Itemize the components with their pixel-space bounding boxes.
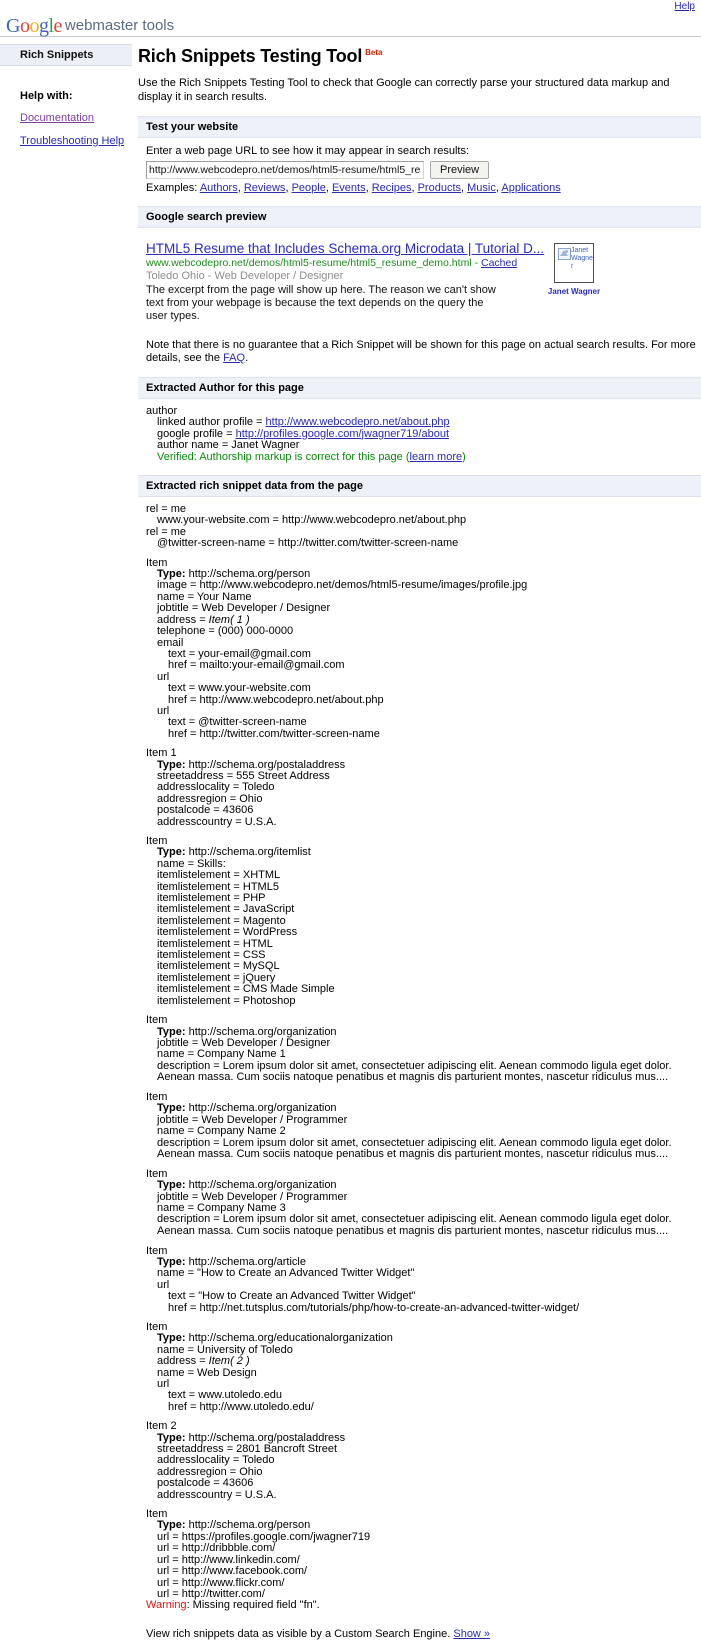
- rich-snippet-note: [146, 339, 698, 365]
- google-logo: [6, 16, 62, 36]
- preview-button[interactable]: Preview: [430, 161, 489, 179]
- item-type-label-4: Type:: [157, 1102, 189, 1115]
- item-type-label-5: Type:: [157, 1179, 189, 1192]
- item-prop-3-2: description = Lorem ipsum dolor sit amet, consectetuer adipiscing elit. Aenean commodo ligula eget dolor. Aenean massa. Cum sociis natoque penatibus et magnis dis parturient montes, nascetur ridiculus mus....: [157, 1059, 672, 1084]
- item-label-8: Item 2: [146, 1420, 177, 1433]
- item-prop-9-2: url = http://www.linkedin.com/: [157, 1553, 300, 1566]
- sidebar-link-troubleshooting-help[interactable]: Troubleshooting Help: [20, 135, 125, 147]
- warning-text-9: : Missing required field "fn".: [186, 1599, 320, 1612]
- item-prop-1-1: addresslocality = Toledo: [157, 781, 275, 794]
- example-link-applications[interactable]: Applications: [501, 182, 561, 194]
- search-result-url-text: www.webcodepro.net/demos/html5-resume/html5_resume_demo.html: [146, 257, 472, 269]
- search-result-preview: [146, 235, 701, 323]
- test-your-website-body: [138, 138, 701, 194]
- item-prop-7-1: [157, 1356, 701, 1367]
- url-row: [146, 161, 701, 179]
- item-gap-9: [146, 1501, 701, 1509]
- example-link-people[interactable]: People: [291, 182, 326, 194]
- item-type-row-4: [157, 1103, 701, 1114]
- search-result-title-link[interactable]: HTML5 Resume that Includes Schema.org Microdata | Tutorial D...: [146, 241, 545, 256]
- item-prop-1-2: addressregion = Ohio: [157, 792, 263, 805]
- item-gap-6: [146, 1238, 701, 1246]
- item-type-label-0: Type:: [157, 568, 189, 581]
- author-row-label-0: linked author profile =: [157, 416, 266, 429]
- item-prop-8-4: addresscountry = U.S.A.: [157, 1488, 277, 1501]
- item-prop-9-5: url = http://twitter.com/: [157, 1587, 265, 1600]
- item-gap-4: [146, 1084, 701, 1092]
- item-prop-0-10: href = http://www.webcodepro.net/about.php: [168, 693, 384, 706]
- page-title: [138, 43, 701, 66]
- thumbnail-frame: [554, 243, 594, 283]
- examples-row: Examples: Authors, Reviews, People, Events, Recipes, Products, Music, Applications: [146, 182, 561, 194]
- item-prop-9-1: url = http://dribbble.com/: [157, 1542, 276, 1555]
- cached-link[interactable]: Cached: [481, 257, 518, 269]
- branding-bar: [0, 13, 701, 37]
- item-prop-6-1: url: [157, 1278, 170, 1291]
- item-prop-7-5: href = http://www.utoledo.edu/: [168, 1400, 314, 1413]
- example-link-events[interactable]: Events: [331, 182, 366, 194]
- author-verified-text: Verified: Authorship markup is correct for this page (: [157, 450, 410, 463]
- item-type-row-5: [157, 1180, 701, 1191]
- item-prop-0-5: email: [157, 636, 184, 649]
- item-prop-2-4: itemlistelement = JavaScript: [157, 903, 295, 916]
- item-prop-8-1: addresslocality = Toledo: [157, 1454, 275, 1467]
- item-label-3: Item: [146, 1014, 168, 1027]
- rel-value-1: @twitter-screen-name = http://twitter.com/twitter-screen-name: [157, 537, 459, 550]
- item-prop-2-8: itemlistelement = CSS: [157, 949, 266, 962]
- learn-more-link[interactable]: learn more: [409, 450, 463, 463]
- search-result-description: The excerpt from the page will show up here. The reason we can't show text from your webpage is because the text depends on the query the user types.: [146, 284, 496, 322]
- item-gap-7: [146, 1314, 701, 1322]
- item-gap-3: [146, 1007, 701, 1015]
- item-prop-9-4: url = http://www.flickr.com/: [157, 1576, 285, 1589]
- page-layout: [0, 37, 701, 1640]
- page-title-text: Rich Snippets Testing Tool: [138, 46, 363, 66]
- item-prop-ref-0-3: Item( 1 ): [208, 613, 250, 626]
- item-type-value-2: http://schema.org/itemlist: [188, 846, 311, 859]
- sidebar-help-with-label: Help with:: [20, 90, 73, 102]
- item-type-row-2: [157, 847, 701, 858]
- top-help-bar: [0, 0, 701, 13]
- item-gap-1: [146, 740, 701, 748]
- show-link[interactable]: Show »: [453, 1627, 491, 1640]
- item-type-value-4: http://schema.org/organization: [188, 1102, 337, 1115]
- rel-value-0: www.your-website.com = http://www.webcodepro.net/about.php: [157, 514, 467, 527]
- broken-image-icon: [558, 248, 571, 260]
- help-link[interactable]: Help: [674, 1, 695, 12]
- url-instruction-label: Enter a web page URL to see how it may appear in search results:: [146, 145, 470, 157]
- item-gap-5: [146, 1161, 701, 1169]
- item-prop-0-7: href = mailto:your-email@gmail.com: [168, 659, 345, 672]
- item-prop-0-1: name = Your Name: [157, 590, 252, 603]
- item-prop-1-3: postalcode = 43606: [157, 804, 254, 817]
- item-gap-0: [146, 550, 701, 558]
- item-prop-0-2: jobtitle = Web Developer / Designer: [157, 602, 331, 615]
- rel-label-1: rel = me: [146, 525, 187, 538]
- item-prop-4-2: description = Lorem ipsum dolor sit amet, consectetuer adipiscing elit. Aenean commodo ligula eget dolor. Aenean massa. Cum sociis natoque penatibus et magnis dis parturient montes, nascetur ridiculus mus....: [157, 1136, 672, 1161]
- note-text: Note that there is no guarantee that a Rich Snippet will be shown for this page on actual search results. For more details, see the: [146, 339, 696, 364]
- item-type-value-8: http://schema.org/postaladdress: [188, 1431, 346, 1444]
- item-type-label-7: Type:: [157, 1332, 189, 1345]
- author-row-label-1: google profile =: [157, 427, 236, 440]
- item-label-1: Item 1: [146, 747, 177, 760]
- item-prop-3-1: name = Company Name 1: [157, 1048, 286, 1061]
- item-prop-5-0: jobtitle = Web Developer / Programmer: [157, 1190, 348, 1203]
- google-search-preview-body: [138, 228, 701, 365]
- item-prop-3-0: jobtitle = Web Developer / Designer: [157, 1036, 331, 1049]
- item-prop-9-3: url = http://www.facebook.com/: [157, 1565, 308, 1578]
- item-prop-2-0: name = Skills:: [157, 857, 226, 870]
- section-header-test-your-website: Test your website: [138, 116, 701, 138]
- sidebar-link-documentation[interactable]: Documentation: [20, 112, 94, 124]
- custom-search-engine-footer: [146, 1626, 701, 1640]
- page-intro: Use the Rich Snippets Testing Tool to check that Google can correctly parse your structured data markup and display it in search results.: [138, 77, 670, 103]
- item-prop-1-0: streetaddress = 555 Street Address: [157, 769, 330, 782]
- item-prop-4-0: jobtitle = Web Developer / Programmer: [157, 1113, 348, 1126]
- logo-letter-g2: g: [38, 15, 49, 37]
- item-prop-4-1: name = Company Name 2: [157, 1125, 286, 1138]
- item-prop-2-11: itemlistelement = CMS Made Simple: [157, 983, 335, 996]
- item-label-2: Item: [146, 835, 168, 847]
- author-google-profile-link[interactable]: http://profiles.google.com/jwagner719/about: [235, 427, 450, 440]
- item-prop-0-0: image = http://www.webcodepro.net/demos/html5-resume/images/profile.jpg: [157, 579, 528, 592]
- faq-link[interactable]: FAQ: [223, 352, 246, 364]
- author-root-label: author: [146, 405, 178, 417]
- item-label-6: Item: [146, 1244, 168, 1257]
- item-prop-6-0: name = "How to Create an Advanced Twitter Widget": [157, 1267, 415, 1280]
- logo-letter-g1: G: [6, 15, 20, 37]
- sidebar-help-block: [0, 66, 132, 147]
- extracted-author-body: [138, 399, 701, 463]
- search-result-url: www.webcodepro.net/demos/html5-resume/html5_resume_demo.html - Cached: [146, 257, 518, 269]
- beta-badge: Beta: [365, 48, 383, 57]
- product-name: webmaster tools: [64, 17, 175, 34]
- item-prop-2-9: itemlistelement = MySQL: [157, 960, 280, 973]
- item-prop-9-0: url = https://profiles.google.com/jwagner719: [157, 1530, 371, 1543]
- item-prop-0-13: href = http://twitter.com/twitter-screen-name: [168, 727, 380, 740]
- item-prop-7-2: name = Web Design: [157, 1366, 257, 1379]
- item-prop-5-1: name = Company Name 3: [157, 1201, 286, 1214]
- item-prop-2-1: itemlistelement = XHTML: [157, 869, 281, 882]
- item-prop-0-9: text = www.your-website.com: [168, 682, 311, 695]
- item-type-value-6: http://schema.org/article: [188, 1255, 306, 1268]
- note-text-end: .: [245, 352, 249, 364]
- item-prop-ref-7-1: Item( 2 ): [208, 1355, 250, 1368]
- item-type-label-9: Type:: [157, 1519, 189, 1532]
- search-result-subline: Toledo Ohio - Web Developer / Designer: [146, 270, 344, 282]
- item-prop-8-2: addressregion = Ohio: [157, 1465, 263, 1478]
- extracted-data-listing: [138, 497, 701, 1612]
- example-link-recipes[interactable]: Recipes: [371, 182, 412, 194]
- item-prop-7-0: name = University of Toledo: [157, 1343, 293, 1356]
- item-gap-8: [146, 1413, 701, 1421]
- logo-letter-o2: o: [29, 15, 39, 37]
- item-gap-2: [146, 828, 701, 836]
- rel-label-0: rel = me: [146, 503, 187, 516]
- warning-label-9: Warning: [146, 1599, 187, 1612]
- item-label-9: Item: [146, 1508, 168, 1521]
- item-type-value-5: http://schema.org/organization: [188, 1179, 337, 1192]
- item-type-value-7: http://schema.org/educationalorganization: [188, 1332, 393, 1345]
- item-prop-2-10: itemlistelement = jQuery: [157, 971, 276, 984]
- item-prop-0-12: text = @twitter-screen-name: [168, 716, 307, 729]
- item-label-4: Item: [146, 1090, 168, 1103]
- footer-text: View rich snippets data as visible by a Custom Search Engine.: [146, 1627, 454, 1640]
- item-prop-7-3: url: [157, 1378, 170, 1390]
- item-prop-key-0-3: address =: [157, 613, 209, 626]
- example-link-reviews[interactable]: Reviews: [243, 182, 286, 194]
- thumbnail-alt-text: Janet Wagner: [571, 247, 593, 270]
- section-header-extracted-rich-snippet-data: Extracted rich snippet data from the page: [138, 475, 701, 497]
- item-type-label-6: Type:: [157, 1255, 189, 1268]
- item-prop-6-3: href = http://net.tutsplus.com/tutorials/php/how-to-create-an-advanced-twitter-widget/: [168, 1301, 580, 1314]
- item-prop-0-8: url: [157, 670, 170, 683]
- author-linked-profile-link[interactable]: http://www.webcodepro.net/about.php: [265, 416, 450, 429]
- example-link-music[interactable]: Music: [467, 182, 496, 194]
- item-prop-8-0: streetaddress = 2801 Bancroft Street: [157, 1443, 338, 1456]
- item-type-value-9: http://schema.org/person: [188, 1519, 311, 1532]
- item-prop-key-7-1: address =: [157, 1355, 209, 1368]
- url-input[interactable]: [146, 161, 424, 179]
- item-label-5: Item: [146, 1167, 168, 1180]
- sidebar: [0, 37, 132, 158]
- item-warning-9: [146, 1600, 701, 1611]
- examples-label: Examples:: [146, 182, 198, 194]
- sidebar-item-rich-snippets[interactable]: Rich Snippets: [0, 44, 132, 66]
- item-prop-2-6: itemlistelement = WordPress: [157, 926, 298, 939]
- section-header-extracted-author: Extracted Author for this page: [138, 377, 701, 399]
- example-link-authors[interactable]: Authors: [199, 182, 238, 194]
- logo-letter-l: l: [48, 15, 54, 37]
- item-type-label-1: Type:: [157, 758, 189, 771]
- item-prop-2-5: itemlistelement = Magento: [157, 914, 286, 927]
- example-link-products[interactable]: Products: [417, 182, 462, 194]
- item-prop-2-7: itemlistelement = HTML: [157, 937, 273, 950]
- author-thumbnail-box: [538, 243, 610, 296]
- item-type-label-8: Type:: [157, 1431, 189, 1444]
- item-label-0: Item: [146, 556, 168, 569]
- item-type-value-1: http://schema.org/postaladdress: [188, 758, 346, 771]
- item-prop-8-3: postalcode = 43606: [157, 1477, 254, 1490]
- item-prop-0-11: url: [157, 704, 170, 717]
- item-type-label-3: Type:: [157, 1025, 189, 1038]
- item-type-label-2: Type:: [157, 846, 189, 859]
- thumbnail-caption: Janet Wagner: [547, 287, 601, 296]
- item-label-7: Item: [146, 1320, 168, 1333]
- item-prop-2-3: itemlistelement = PHP: [157, 892, 266, 905]
- item-type-value-3: http://schema.org/organization: [188, 1025, 337, 1038]
- author-row-name: author name = Janet Wagner: [157, 439, 300, 452]
- item-prop-6-2: text = "How to Create an Advanced Twitter Widget": [168, 1290, 416, 1303]
- item-prop-1-4: addresscountry = U.S.A.: [157, 815, 277, 828]
- item-type-value-0: http://schema.org/person: [188, 568, 311, 581]
- logo-letter-o1: o: [19, 15, 30, 37]
- item-prop-0-6: text = your-email@gmail.com: [168, 647, 311, 660]
- item-prop-0-4: telephone = (000) 000-0000: [157, 625, 294, 638]
- item-prop-2-12: itemlistelement = Photoshop: [157, 994, 296, 1007]
- item-prop-2-2: itemlistelement = HTML5: [157, 880, 279, 893]
- section-header-google-search-preview: Google search preview: [138, 206, 701, 228]
- logo-letter-e: e: [53, 15, 62, 37]
- item-prop-7-4: text = www.utoledo.edu: [168, 1389, 283, 1402]
- author-verified-end: ): [462, 450, 466, 463]
- author-verified-row: [157, 452, 701, 463]
- main-content: [132, 37, 701, 1640]
- item-prop-5-2: description = Lorem ipsum dolor sit amet, consectetuer adipiscing elit. Aenean commodo ligula eget dolor. Aenean massa. Cum sociis natoque penatibus et magnis dis parturient montes, nascetur ridiculus mus....: [157, 1213, 672, 1237]
